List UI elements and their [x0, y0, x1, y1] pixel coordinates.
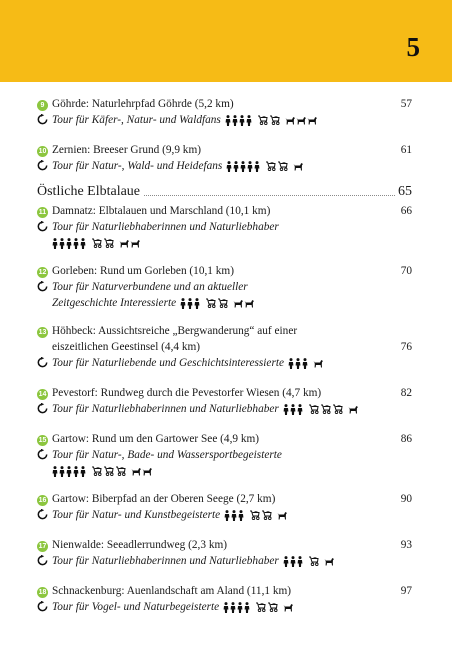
- hiker-icon: [239, 115, 245, 126]
- dog-icon: [119, 239, 129, 248]
- hiker-icon: [232, 115, 238, 126]
- hiker-icon: [290, 556, 296, 567]
- tour-audience: Tour für Naturliebhaberinnen und Naturliebhaber: [52, 555, 279, 567]
- suitability-icons: [288, 358, 323, 369]
- dog-icon: [293, 162, 303, 171]
- dog-icon: [313, 359, 323, 368]
- hiker-icon: [52, 466, 58, 477]
- tour-audience: Tour für Naturliebende und Geschichtsinteressierte: [52, 357, 284, 369]
- suitability-icons: [225, 115, 317, 126]
- hiker-icon: [290, 404, 296, 415]
- tour-title: Nienwalde: Seeadlerrundweg (2,3 km): [52, 539, 228, 551]
- hiker-icon: [230, 602, 236, 613]
- hiker-icon: [297, 404, 303, 415]
- page-ref: 86: [400, 433, 412, 445]
- suitability-icons: [283, 556, 334, 567]
- dot-leader: [144, 195, 395, 196]
- page-ref: 97: [400, 585, 412, 597]
- page-ref: 90: [400, 493, 412, 505]
- page-ref: 76: [400, 341, 412, 353]
- table-of-contents: [37, 96, 412, 617]
- dog-icon: [324, 557, 334, 566]
- hiker-icon: [223, 602, 229, 613]
- dog-icon: [244, 299, 254, 308]
- hiker-icon: [288, 358, 294, 369]
- hiker-icon: [254, 161, 260, 172]
- suitability-icons: [226, 161, 303, 172]
- suitability-icons: [180, 298, 254, 309]
- hiker-icon: [59, 238, 65, 249]
- hiker-icon: [224, 510, 230, 521]
- suitability-icons: [224, 510, 287, 521]
- header-bar: [0, 0, 452, 82]
- hiker-icon: [233, 161, 239, 172]
- hiker-icon: [295, 358, 301, 369]
- section-heading[interactable]: [37, 184, 412, 200]
- hiker-icon: [240, 161, 246, 172]
- toc-entry[interactable]: [37, 263, 412, 311]
- stroller-icon: [103, 238, 114, 248]
- page-ref: 57: [400, 98, 412, 110]
- round-trip-icon: [37, 281, 48, 292]
- stroller-icon: [255, 602, 266, 612]
- suitability-icons: [52, 466, 152, 477]
- tour-title: Göhrde: Naturlehrpfad Göhrde (5,2 km): [52, 98, 234, 110]
- stroller-icon: [277, 161, 288, 171]
- stroller-icon: [332, 404, 343, 414]
- dog-icon: [348, 405, 358, 414]
- round-trip-icon: [37, 160, 48, 171]
- tour-audience: Tour für Vogel- und Naturbegeisterte: [52, 601, 220, 613]
- hiker-icon: [297, 556, 303, 567]
- round-trip-icon: [37, 114, 48, 125]
- hiker-icon: [180, 298, 186, 309]
- round-trip-icon: [37, 601, 48, 612]
- tour-audience: Tour für Natur- und Kunstbegeisterte: [52, 509, 221, 521]
- tour-number-badge: 15: [38, 437, 47, 444]
- stroller-icon: [115, 466, 126, 476]
- tour-title: Gartow: Biberpfad an der Oberen Seege (2,7 km): [52, 493, 276, 505]
- dog-icon: [285, 116, 295, 125]
- stroller-icon: [91, 466, 102, 476]
- hiker-icon: [73, 466, 79, 477]
- tour-title: Schnackenburg: Auenlandschaft am Aland (11,1 km): [52, 585, 292, 597]
- hiker-icon: [66, 238, 72, 249]
- toc-entry[interactable]: [37, 491, 412, 525]
- page-ref: 82: [400, 387, 412, 399]
- stroller-icon: [269, 115, 280, 125]
- hiker-icon: [66, 466, 72, 477]
- round-trip-icon: [37, 221, 48, 232]
- dog-icon: [283, 603, 293, 612]
- stroller-icon: [249, 510, 260, 520]
- toc-entry[interactable]: [37, 142, 412, 176]
- page-ref: 61: [400, 144, 412, 156]
- round-trip-icon: [37, 403, 48, 414]
- dog-icon: [131, 467, 141, 476]
- page-ref: 93: [400, 539, 412, 551]
- tour-audience: Zeitgeschichte Interessierte: [52, 297, 177, 309]
- suitability-icons: [52, 238, 140, 249]
- hiker-icon: [194, 298, 200, 309]
- dog-icon: [233, 299, 243, 308]
- tour-audience: Tour für Naturliebhaberinnen und Naturliebhaber: [52, 403, 279, 415]
- stroller-icon: [91, 238, 102, 248]
- hiker-icon: [52, 238, 58, 249]
- dog-icon: [142, 467, 152, 476]
- tour-audience: Tour für Naturverbundene und an aktueller: [52, 281, 248, 293]
- stroller-icon: [265, 161, 276, 171]
- tour-number-badge: 10: [38, 148, 47, 155]
- hiker-icon: [238, 510, 244, 521]
- tour-title: Damnatz: Elbtalauen und Marschland (10,1 km): [52, 205, 271, 217]
- hiker-icon: [302, 358, 308, 369]
- tour-audience: Tour für Naturliebhaberinnen und Naturliebhaber: [52, 221, 279, 233]
- round-trip-icon: [37, 555, 48, 566]
- hiker-icon: [80, 466, 86, 477]
- toc-entry[interactable]: [37, 323, 412, 373]
- tour-title: Pevestorf: Rundweg durch die Pevestorfer Wiesen (4,7 km): [52, 387, 322, 399]
- hiker-icon: [59, 466, 65, 477]
- dog-icon: [277, 511, 287, 520]
- stroller-icon: [217, 298, 228, 308]
- round-trip-icon: [37, 509, 48, 520]
- toc-entry[interactable]: [37, 431, 412, 479]
- hiker-icon: [231, 510, 237, 521]
- tour-number-badge: 9: [37, 100, 48, 111]
- stroller-icon: [205, 298, 216, 308]
- toc-entry[interactable]: [37, 385, 412, 419]
- page-number: 5: [406, 32, 420, 62]
- dog-icon: [307, 116, 317, 125]
- tour-number-badge: 13: [38, 329, 47, 336]
- stroller-icon: [308, 556, 319, 566]
- hiker-icon: [80, 238, 86, 249]
- tour-title-continued: eiszeitlichen Geestinsel (4,4 km): [52, 341, 201, 353]
- tour-number-badge: 12: [38, 269, 47, 276]
- tour-title: Gartow: Rund um den Gartower See (4,9 km): [52, 433, 260, 445]
- toc-entry[interactable]: [37, 583, 412, 617]
- stroller-icon: [257, 115, 268, 125]
- hiker-icon: [187, 298, 193, 309]
- round-trip-icon: [37, 357, 48, 368]
- toc-entry[interactable]: [37, 203, 412, 251]
- hiker-icon: [226, 161, 232, 172]
- tour-number-badge: 11: [38, 209, 47, 216]
- tour-number-badge: 16: [38, 497, 47, 504]
- tour-number-badge: 17: [38, 543, 47, 550]
- stroller-icon: [320, 404, 331, 414]
- suitability-icons: [283, 404, 358, 415]
- toc-entry[interactable]: [37, 537, 412, 571]
- tour-number-badge: 18: [38, 589, 47, 596]
- tour-audience: Tour für Natur-, Bade- und Wassersportbegeisterte: [52, 449, 282, 461]
- hiker-icon: [283, 556, 289, 567]
- dog-icon: [130, 239, 140, 248]
- section-title: Östliche Elbtalaue: [37, 184, 141, 199]
- tour-audience: Tour für Käfer-, Natur- und Waldfans: [52, 114, 221, 126]
- stroller-icon: [261, 510, 272, 520]
- tour-title: Gorleben: Rund um Gorleben (10,1 km): [52, 265, 234, 277]
- stroller-icon: [308, 404, 319, 414]
- hiker-icon: [244, 602, 250, 613]
- dog-icon: [296, 116, 306, 125]
- hiker-icon: [73, 238, 79, 249]
- hiker-icon: [247, 161, 253, 172]
- stroller-icon: [103, 466, 114, 476]
- hiker-icon: [246, 115, 252, 126]
- round-trip-icon: [37, 449, 48, 460]
- toc-entry[interactable]: [37, 96, 412, 130]
- hiker-icon: [237, 602, 243, 613]
- tour-number-badge: 14: [38, 391, 47, 398]
- tour-title: Höhbeck: Aussichtsreiche „Bergwanderung“ auf einer: [52, 325, 298, 337]
- stroller-icon: [267, 602, 278, 612]
- tour-title: Zernien: Breeser Grund (9,9 km): [52, 144, 202, 156]
- page-ref: 66: [400, 205, 412, 217]
- tour-audience: Tour für Natur-, Wald- und Heidefans: [52, 160, 223, 172]
- page-ref: 70: [400, 265, 412, 277]
- section-page-ref: 65: [398, 184, 412, 199]
- suitability-icons: [223, 602, 293, 613]
- hiker-icon: [225, 115, 231, 126]
- hiker-icon: [283, 404, 289, 415]
